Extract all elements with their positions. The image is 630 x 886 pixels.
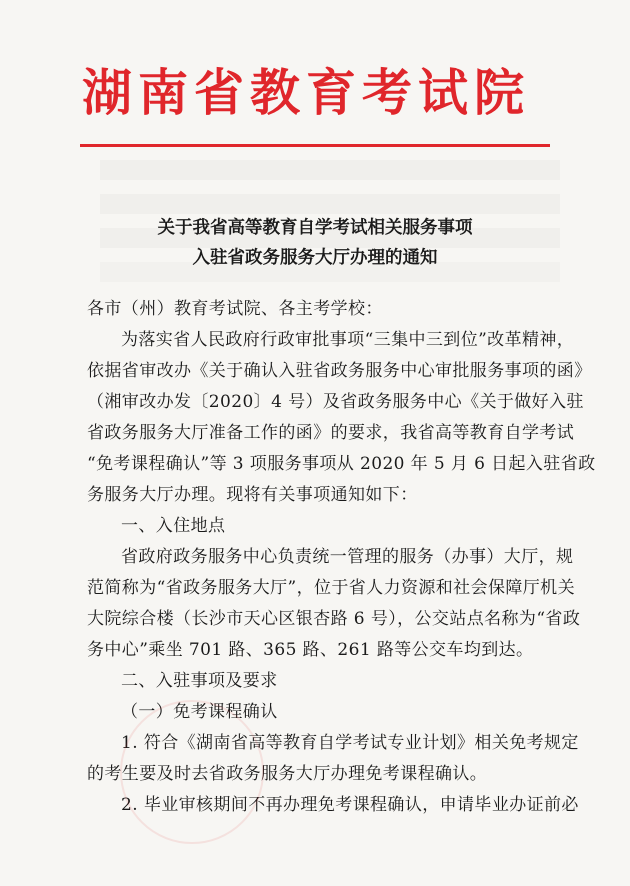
salutation: 各市（州）教育考试院、各主考学校： (87, 299, 383, 319)
notice-title-line-1: 关于我省高等教育自学考试相关服务事项 (157, 218, 473, 238)
letterhead-org-name: 湖南省教育考试院 (82, 63, 530, 122)
body-line: 务中心”乘坐 701 路、365 路、261 路等公交车均到达。 (87, 640, 534, 660)
body-line: 2. 毕业审核期间不再办理免考课程确认，申请毕业办证前必 (121, 795, 579, 815)
letterhead-red-rule (80, 144, 550, 147)
body-line: “免考课程确认”等 3 项服务事项从 2020 年 5 月 6 日起入驻省政 (87, 454, 596, 474)
subsection-heading: （一）免考课程确认 (121, 702, 278, 722)
body-line: 省政务服务大厅准备工作的函》的要求，我省高等教育自学考试 (87, 423, 575, 443)
section-heading: 二、入驻事项及要求 (121, 671, 278, 691)
body-line: 为落实省人民政府行政审批事项“三集中三到位”改革精神， (121, 330, 575, 350)
section-heading: 一、入住地点 (121, 516, 226, 536)
body-line: 1. 符合《湖南省高等教育自学考试专业计划》相关免考规定 (121, 733, 579, 753)
body-line: （湘审改办发〔2020〕4 号）及省政务服务中心《关于做好入驻 (87, 392, 584, 412)
notice-title-line-2: 入驻省政务服务大厅办理的通知 (192, 248, 438, 268)
faint-seal-stamp (120, 700, 264, 844)
body-line: 的考生要及时去省政务服务大厅办理免考课程确认。 (87, 764, 488, 784)
body-line: 务服务大厅办理。现将有关事项通知如下： (87, 485, 418, 505)
body-line: 省政府政务服务中心负责统一管理的服务（办事）大厅，规 (121, 547, 574, 567)
body-line: 范简称为“省政务服务大厅”，位于省人力资源和社会保障厅机关 (87, 578, 575, 598)
body-line: 依据省审改办《关于确认入驻省政务服务中心审批服务事项的函》 (87, 361, 592, 381)
body-line: 大院综合楼（长沙市天心区银杏路 6 号），公交站点名称为“省政 (87, 609, 581, 629)
